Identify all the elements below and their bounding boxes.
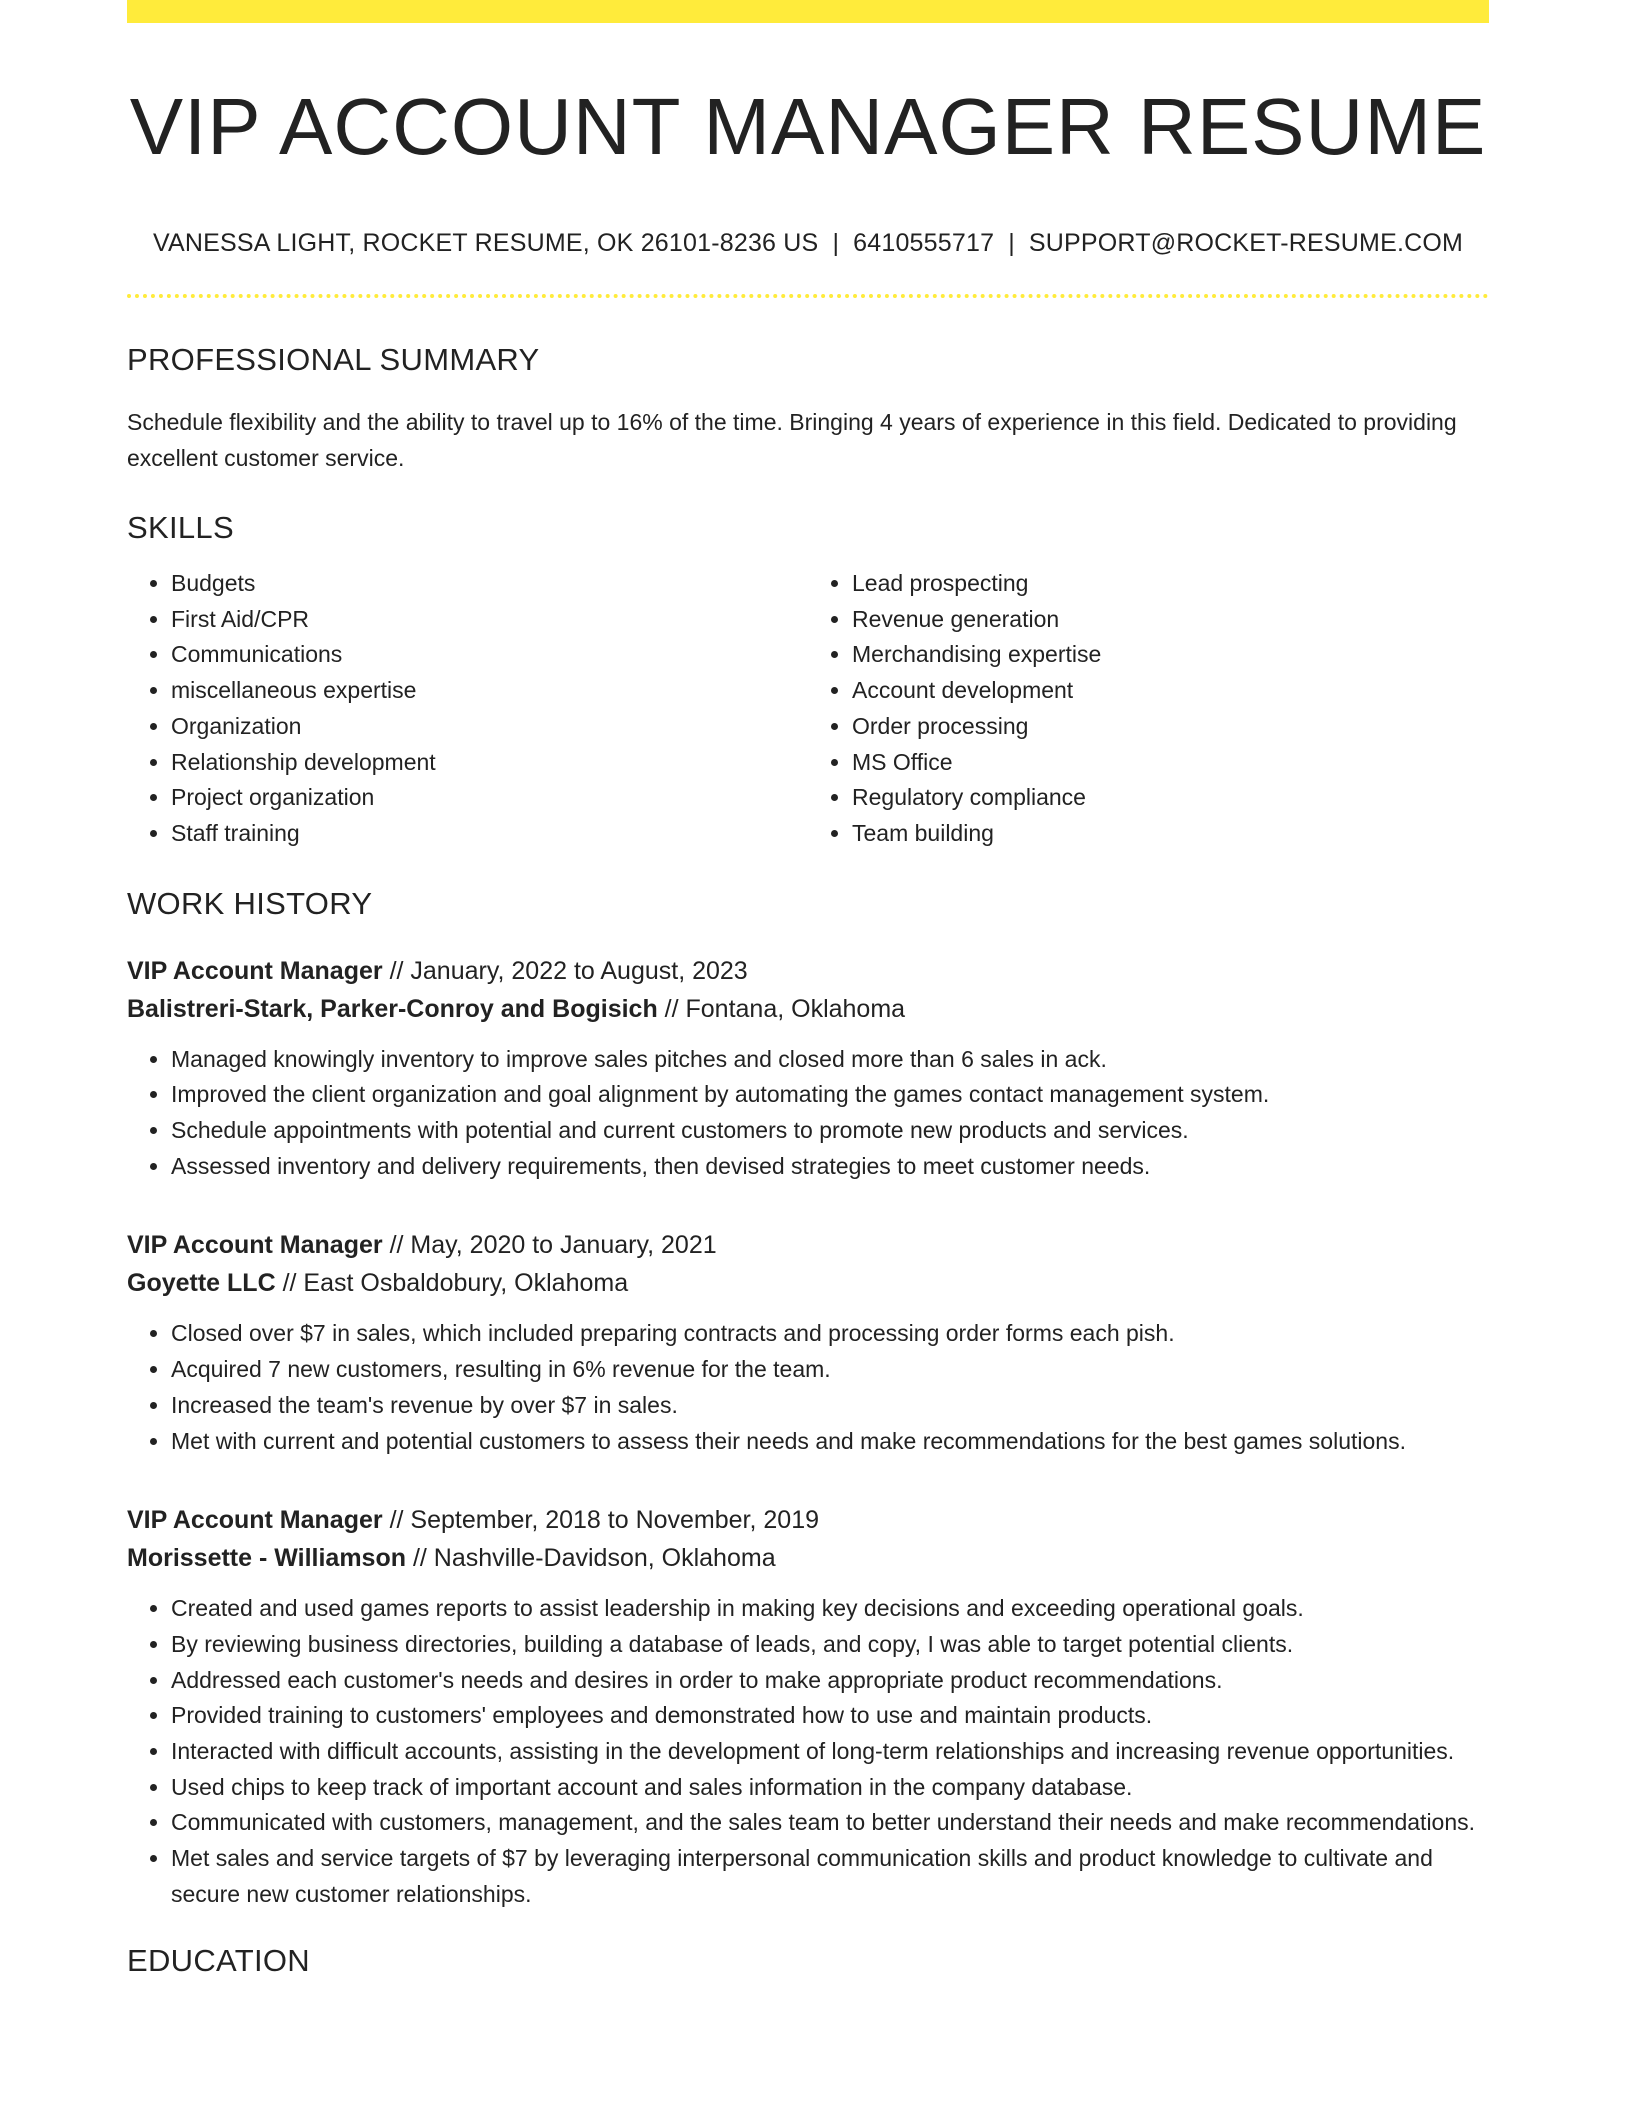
job-company: Goyette LLC bbox=[127, 1269, 276, 1298]
skill-item: • miscellaneous expertise bbox=[171, 673, 808, 709]
job-bullet: • Met sales and service targets of $7 by leveraging interpersonal communication skills and product knowledge to cultivate and secure new customer relationships. bbox=[171, 1841, 1489, 1912]
skill-item: • Communications bbox=[171, 637, 808, 673]
job-bullet: • Improved the client organization and goal alignment by automating the games contact management system. bbox=[171, 1077, 1489, 1113]
skill-item: • Order processing bbox=[852, 709, 1489, 745]
job-dates: // January, 2022 to August, 2023 bbox=[382, 956, 748, 985]
job-bullet: • Managed knowingly inventory to improve sales pitches and closed more than 6 sales in ack. bbox=[171, 1042, 1489, 1078]
summary-heading: PROFESSIONAL SUMMARY bbox=[127, 342, 540, 377]
job-company-line bbox=[127, 990, 1489, 1028]
job-dates: // September, 2018 to November, 2019 bbox=[382, 1506, 820, 1535]
job-company-line bbox=[127, 1539, 1489, 1577]
skill-item: • MS Office bbox=[852, 745, 1489, 781]
job-bullet: • Used chips to keep track of important account and sales information in the company database. bbox=[171, 1770, 1489, 1806]
skill-item: • Relationship development bbox=[171, 745, 808, 781]
skill-item: • Account development bbox=[852, 673, 1489, 709]
resume-page bbox=[127, 0, 1489, 1979]
skill-item: • Organization bbox=[171, 709, 808, 745]
job-bullet: • Closed over $7 in sales, which included preparing contracts and processing order forms each pish. bbox=[171, 1316, 1489, 1352]
resume-title: VIP ACCOUNT MANAGER RESUME bbox=[129, 82, 1487, 171]
work-history-heading: WORK HISTORY bbox=[127, 885, 373, 921]
skills-column-left bbox=[127, 566, 808, 852]
job-bullet: • By reviewing business directories, building a database of leads, and copy, I was able to target potential clients. bbox=[171, 1627, 1489, 1663]
job-bullet: • Provided training to customers' employees and demonstrated how to use and maintain products. bbox=[171, 1698, 1489, 1734]
skill-item: • Project organization bbox=[171, 780, 808, 816]
job-location: // East Osbaldobury, Oklahoma bbox=[275, 1269, 629, 1298]
job-bullet: • Schedule appointments with potential and current customers to promote new products and services. bbox=[171, 1113, 1489, 1149]
skill-item: • Staff training bbox=[171, 816, 808, 852]
skills-column-right bbox=[808, 566, 1489, 852]
skill-item: • Revenue generation bbox=[852, 602, 1489, 638]
contact-address: VANESSA LIGHT, ROCKET RESUME, OK 26101-8236 US bbox=[152, 229, 819, 257]
contact-separator: | bbox=[832, 229, 840, 257]
job-bullets bbox=[127, 1042, 1489, 1185]
job-title-line bbox=[127, 1226, 1489, 1264]
contact-email: SUPPORT@ROCKET-RESUME.COM bbox=[1028, 229, 1464, 257]
job-bullet: • Increased the team's revenue by over $7 in sales. bbox=[171, 1388, 1489, 1424]
job-bullets bbox=[127, 1591, 1489, 1912]
job-dates: // May, 2020 to January, 2021 bbox=[382, 1231, 717, 1260]
job-location: // Nashville-Davidson, Oklahoma bbox=[406, 1544, 776, 1573]
job-entry bbox=[127, 1226, 1489, 1459]
accent-bar bbox=[127, 0, 1489, 23]
summary-text: Schedule flexibility and the ability to travel up to 16% of the time. Bringing 4 years of experience in this field. Dedicated to providing excellent customer service. bbox=[127, 409, 1457, 471]
job-title-line bbox=[127, 1501, 1489, 1539]
job-title: VIP Account Manager bbox=[127, 1231, 383, 1260]
job-entry bbox=[127, 952, 1489, 1185]
job-company: Balistreri-Stark, Parker-Conroy and Bogisich bbox=[127, 994, 658, 1023]
skill-item: • Regulatory compliance bbox=[852, 780, 1489, 816]
job-company: Morissette - Williamson bbox=[127, 1544, 406, 1573]
skills-heading: SKILLS bbox=[127, 510, 234, 545]
contact-line bbox=[127, 229, 1489, 258]
job-bullet: • Communicated with customers, management, and the sales team to better understand their needs and make recommendations. bbox=[171, 1805, 1489, 1841]
job-bullet: • Met with current and potential customers to assess their needs and make recommendations for the best games solutions. bbox=[171, 1424, 1489, 1460]
skill-item: • First Aid/CPR bbox=[171, 602, 808, 638]
skill-item: • Budgets bbox=[171, 566, 808, 602]
dotted-divider bbox=[127, 294, 1489, 298]
job-bullet: • Addressed each customer's needs and desires in order to make appropriate product recommendations. bbox=[171, 1663, 1489, 1699]
job-location: // Fontana, Oklahoma bbox=[657, 994, 906, 1023]
job-bullets bbox=[127, 1316, 1489, 1459]
job-title: VIP Account Manager bbox=[127, 956, 383, 985]
job-bullet: • Interacted with difficult accounts, assisting in the development of long-term relationships and increasing revenue opportunities. bbox=[171, 1734, 1489, 1770]
skill-item: • Lead prospecting bbox=[852, 566, 1489, 602]
skill-item: • Merchandising expertise bbox=[852, 637, 1489, 673]
job-title: VIP Account Manager bbox=[127, 1506, 383, 1535]
job-bullet: • Created and used games reports to assist leadership in making key decisions and exceeding operational goals. bbox=[171, 1591, 1489, 1627]
job-bullet: • Assessed inventory and delivery requirements, then devised strategies to meet customer needs. bbox=[171, 1149, 1489, 1185]
job-bullet: • Acquired 7 new customers, resulting in 6% revenue for the team. bbox=[171, 1352, 1489, 1388]
job-entry bbox=[127, 1501, 1489, 1912]
job-company-line bbox=[127, 1264, 1489, 1302]
education-heading: EDUCATION bbox=[127, 1942, 310, 1978]
job-title-line bbox=[127, 952, 1489, 990]
skills-list bbox=[127, 566, 1489, 852]
contact-phone: 6410555717 bbox=[853, 229, 995, 257]
contact-separator: | bbox=[1008, 229, 1015, 257]
skill-item: • Team building bbox=[852, 816, 1489, 852]
